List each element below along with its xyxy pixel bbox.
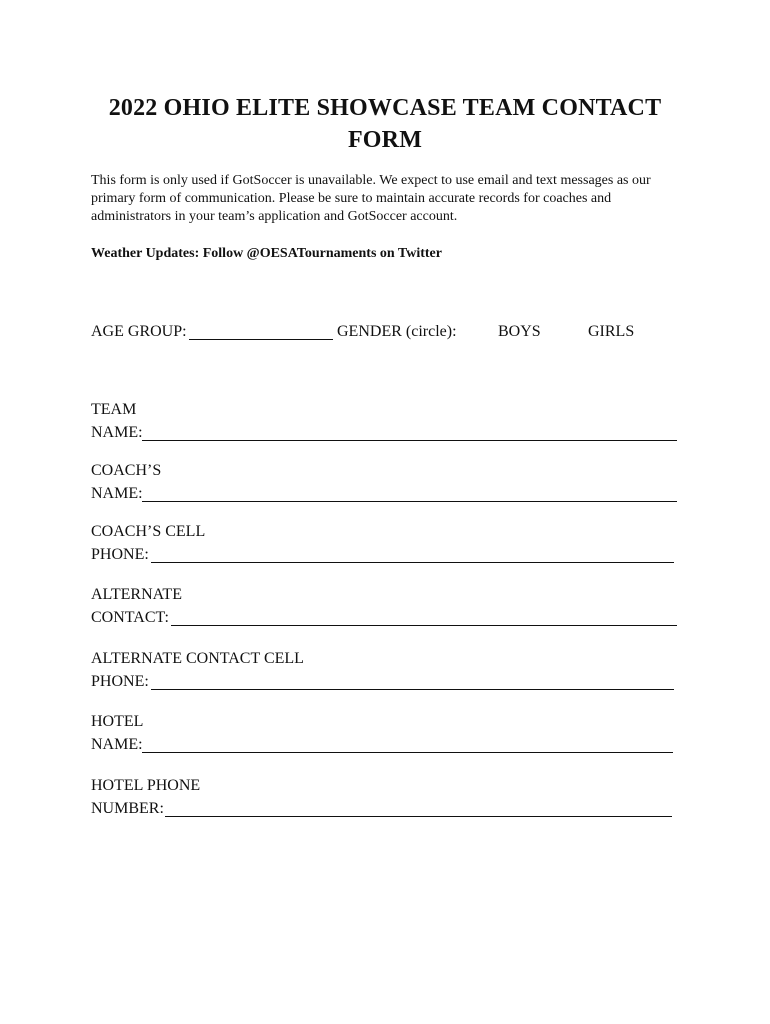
field-label-line2: NAME: xyxy=(91,736,143,753)
alternate-contact-blank-line[interactable] xyxy=(171,625,677,626)
alternate-contact-cell-phone-field xyxy=(91,647,681,693)
alternate-contact-cell-phone-blank-line[interactable] xyxy=(151,689,674,690)
field-label-line2: CONTACT: xyxy=(91,609,169,626)
gender-label: GENDER (circle): xyxy=(337,323,457,340)
field-label-line1: COACH’S CELL xyxy=(91,523,206,540)
gender-option-girls[interactable]: GIRLS xyxy=(588,323,635,340)
hotel-phone-number-blank-line[interactable] xyxy=(165,816,672,817)
field-label-line1: COACH’S xyxy=(91,462,162,479)
field-label-line2: NUMBER: xyxy=(91,800,164,817)
coach-name-field xyxy=(91,459,681,505)
team-name-blank-line[interactable] xyxy=(142,440,677,441)
age-group-row xyxy=(91,321,691,345)
weather-updates-note: Weather Updates: Follow @OESATournaments on Twitter xyxy=(91,246,442,261)
field-label-line1: TEAM xyxy=(91,401,137,418)
hotel-name-field xyxy=(91,710,681,756)
hotel-name-blank-line[interactable] xyxy=(142,752,673,753)
alternate-contact-field xyxy=(91,583,681,629)
hotel-phone-number-field xyxy=(91,774,681,820)
field-label-line1: ALTERNATE CONTACT CELL xyxy=(91,650,304,667)
field-label-line2: NAME: xyxy=(91,424,143,441)
age-group-label: AGE GROUP: xyxy=(91,323,187,340)
field-label-line2: PHONE: xyxy=(91,546,149,563)
form-title: 2022 OHIO ELITE SHOWCASE TEAM CONTACT FORM xyxy=(108,95,662,153)
field-label-line1: HOTEL xyxy=(91,713,144,730)
age-group-blank-line[interactable] xyxy=(189,339,333,340)
field-label-line2: PHONE: xyxy=(91,673,149,690)
team-name-field xyxy=(91,398,681,444)
intro-paragraph: This form is only used if GotSoccer is unavailable. We expect to use email and text messages as our primary form of communication. Please be sure to maintain accurate records for coaches and administrators in your team’s application and GotSoccer account. xyxy=(91,173,651,224)
field-label-line1: HOTEL PHONE xyxy=(91,777,201,794)
gender-option-boys[interactable]: BOYS xyxy=(498,323,541,340)
coach-cell-phone-blank-line[interactable] xyxy=(151,562,674,563)
coach-name-blank-line[interactable] xyxy=(142,501,677,502)
field-label-line2: NAME: xyxy=(91,485,143,502)
field-label-line1: ALTERNATE xyxy=(91,586,182,603)
coach-cell-phone-field xyxy=(91,520,681,566)
